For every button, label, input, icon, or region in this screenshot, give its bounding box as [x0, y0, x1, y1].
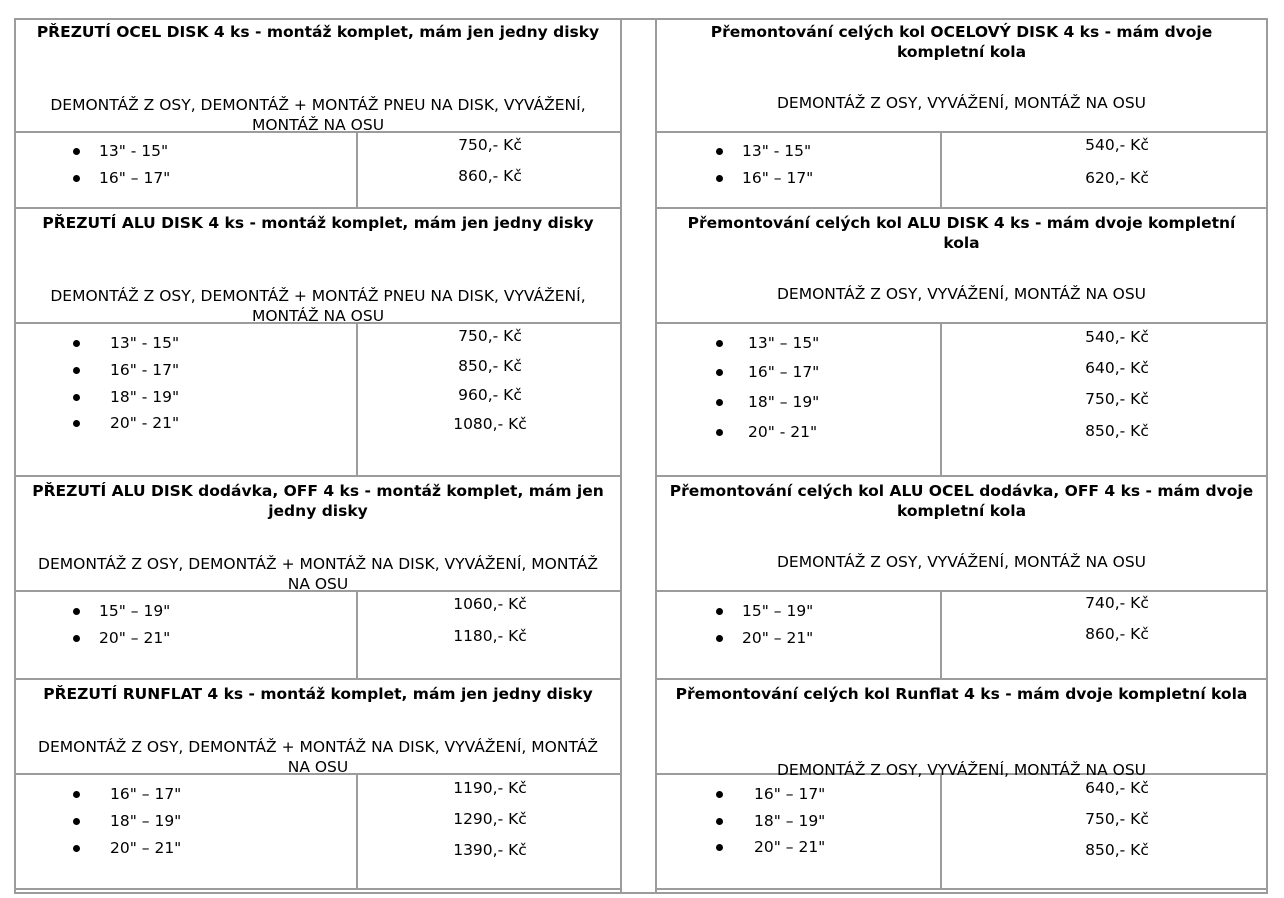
price-value: 750,- Kč [458, 327, 522, 345]
rows-column-divider [356, 133, 358, 207]
price-value: 740,- Kč [1085, 594, 1149, 612]
wheel-size-range: 15" – 19" [99, 602, 171, 620]
wheel-size-range: 13" – 15" [748, 334, 820, 352]
price-value: 960,- Kč [458, 386, 522, 404]
section-services-description: DEMONTÁŽ Z OSY, DEMONTÁŽ + MONTÁŽ NA DISK, VYVÁŽENÍ, MONTÁŽ NA OSU [38, 738, 598, 776]
price-value: 1190,- Kč [453, 779, 527, 797]
price-rows [16, 592, 620, 680]
price-rows [657, 133, 1266, 209]
bullet-icon [716, 148, 723, 155]
rows-column-divider [940, 324, 942, 475]
price-value: 850,- Kč [1085, 841, 1149, 859]
section-header [16, 20, 620, 133]
bullet-icon [716, 340, 723, 347]
bullet-icon [716, 399, 723, 406]
price-value: 540,- Kč [1085, 328, 1149, 346]
wheel-size-range: 20" – 21" [110, 839, 182, 857]
price-value: 1080,- Kč [453, 415, 527, 433]
bullet-icon [716, 635, 723, 642]
wheel-size-range: 15" – 19" [742, 602, 814, 620]
bullet-icon [716, 175, 723, 182]
price-value: 750,- Kč [1085, 390, 1149, 408]
section-services-description: DEMONTÁŽ Z OSY, VYVÁŽENÍ, MONTÁŽ NA OSU [776, 553, 1147, 571]
bullet-icon [73, 845, 80, 852]
section-title: PŘEZUTÍ OCEL DISK 4 ks - montáž komplet, mám jen jedny disky [36, 23, 600, 41]
rows-column-divider [356, 775, 358, 888]
wheel-size-range: 16" - 17" [110, 361, 180, 379]
price-value: 640,- Kč [1085, 779, 1149, 797]
wheel-size-range: 20" – 21" [99, 629, 171, 647]
wheel-size-range: 18" – 19" [754, 812, 826, 830]
wheel-size-range: 18" - 19" [110, 388, 180, 406]
bullet-icon [73, 148, 80, 155]
price-value: 750,- Kč [1085, 810, 1149, 828]
bullet-icon [716, 608, 723, 615]
bullet-icon [716, 429, 723, 436]
bullet-icon [716, 818, 723, 825]
price-value: 1060,- Kč [453, 595, 527, 613]
price-value: 540,- Kč [1085, 136, 1149, 154]
wheel-size-range: 20" – 21" [754, 838, 826, 856]
bullet-icon [73, 608, 80, 615]
wheel-size-range: 18" – 19" [748, 393, 820, 411]
section-title: Přemontování celých kol OCELOVÝ DISK 4 ks - mám dvoje kompletní kola [710, 23, 1213, 61]
wheel-size-range: 16" – 17" [110, 785, 182, 803]
rows-column-divider [356, 324, 358, 475]
rows-column-divider [940, 775, 942, 888]
price-value: 860,- Kč [458, 167, 522, 185]
wheel-size-range: 20" - 21" [110, 414, 180, 432]
wheel-size-range: 16" – 17" [742, 169, 814, 187]
wheel-size-range: 13" - 15" [110, 334, 180, 352]
price-value: 1290,- Kč [453, 810, 527, 828]
column-gutter [620, 18, 657, 894]
bullet-icon [73, 818, 80, 825]
price-rows [16, 324, 620, 477]
wheel-size-range: 13" - 15" [742, 142, 812, 160]
section-services-description: DEMONTÁŽ Z OSY, DEMONTÁŽ + MONTÁŽ NA DISK, VYVÁŽENÍ, MONTÁŽ NA OSU [38, 555, 598, 593]
wheel-size-range: 20" - 21" [748, 423, 818, 441]
section-title: PŘEZUTÍ ALU DISK dodávka, OFF 4 ks - montáž komplet, mám jen jedny disky [32, 482, 604, 520]
section-title: Přemontování celých kol Runflat 4 ks - mám dvoje kompletní kola [675, 685, 1248, 703]
section-header [657, 682, 1266, 779]
wheel-size-range: 13" - 15" [99, 142, 169, 160]
wheel-size-range: 18" – 19" [110, 812, 182, 830]
price-rows [657, 324, 1266, 477]
wheel-size-range: 16" – 17" [748, 363, 820, 381]
wheel-size-range: 20" – 21" [742, 629, 814, 647]
section-title: PŘEZUTÍ RUNFLAT 4 ks - montáž komplet, mám jen jedny disky [43, 685, 593, 703]
bullet-icon [73, 175, 80, 182]
bullet-icon [716, 369, 723, 376]
price-rows [16, 775, 620, 890]
bullet-icon [73, 340, 80, 347]
price-value: 850,- Kč [1085, 422, 1149, 440]
price-value: 620,- Kč [1085, 169, 1149, 187]
bullet-icon [73, 367, 80, 374]
price-rows [16, 133, 620, 209]
price-value: 750,- Kč [458, 136, 522, 154]
section-services-description: DEMONTÁŽ Z OSY, VYVÁŽENÍ, MONTÁŽ NA OSU [776, 285, 1147, 303]
section-services-description: DEMONTÁŽ Z OSY, VYVÁŽENÍ, MONTÁŽ NA OSU [776, 761, 1147, 779]
section-header [16, 479, 620, 592]
price-value: 860,- Kč [1085, 625, 1149, 643]
section-header [16, 211, 620, 324]
section-services-description: DEMONTÁŽ Z OSY, VYVÁŽENÍ, MONTÁŽ NA OSU [776, 94, 1147, 112]
rows-column-divider [356, 592, 358, 678]
rows-column-divider [940, 133, 942, 207]
section-header [657, 20, 1266, 133]
section-services-description: DEMONTÁŽ Z OSY, DEMONTÁŽ + MONTÁŽ PNEU NA DISK, VYVÁŽENÍ, MONTÁŽ NA OSU [50, 96, 586, 134]
section-header [657, 211, 1266, 324]
section-services-description: DEMONTÁŽ Z OSY, DEMONTÁŽ + MONTÁŽ PNEU NA DISK, VYVÁŽENÍ, MONTÁŽ NA OSU [50, 287, 586, 325]
bullet-icon [716, 844, 723, 851]
bullet-icon [716, 791, 723, 798]
wheel-size-range: 16" – 17" [99, 169, 171, 187]
price-value: 1390,- Kč [453, 841, 527, 859]
section-header [16, 682, 620, 775]
wheel-size-range: 16" – 17" [754, 785, 826, 803]
price-value: 1180,- Kč [453, 627, 527, 645]
bullet-icon [73, 635, 80, 642]
section-title: Přemontování celých kol ALU DISK 4 ks - mám dvoje kompletní kola [687, 214, 1236, 252]
bullet-icon [73, 791, 80, 798]
rows-column-divider [940, 592, 942, 678]
bullet-icon [73, 394, 80, 401]
section-title: Přemontování celých kol ALU OCEL dodávka, OFF 4 ks - mám dvoje kompletní kola [669, 482, 1254, 520]
price-value: 850,- Kč [458, 357, 522, 375]
price-value: 640,- Kč [1085, 359, 1149, 377]
price-rows [657, 775, 1266, 890]
price-rows [657, 592, 1266, 680]
bullet-icon [73, 420, 80, 427]
section-title: PŘEZUTÍ ALU DISK 4 ks - montáž komplet, mám jen jedny disky [42, 214, 594, 232]
section-header [657, 479, 1266, 592]
